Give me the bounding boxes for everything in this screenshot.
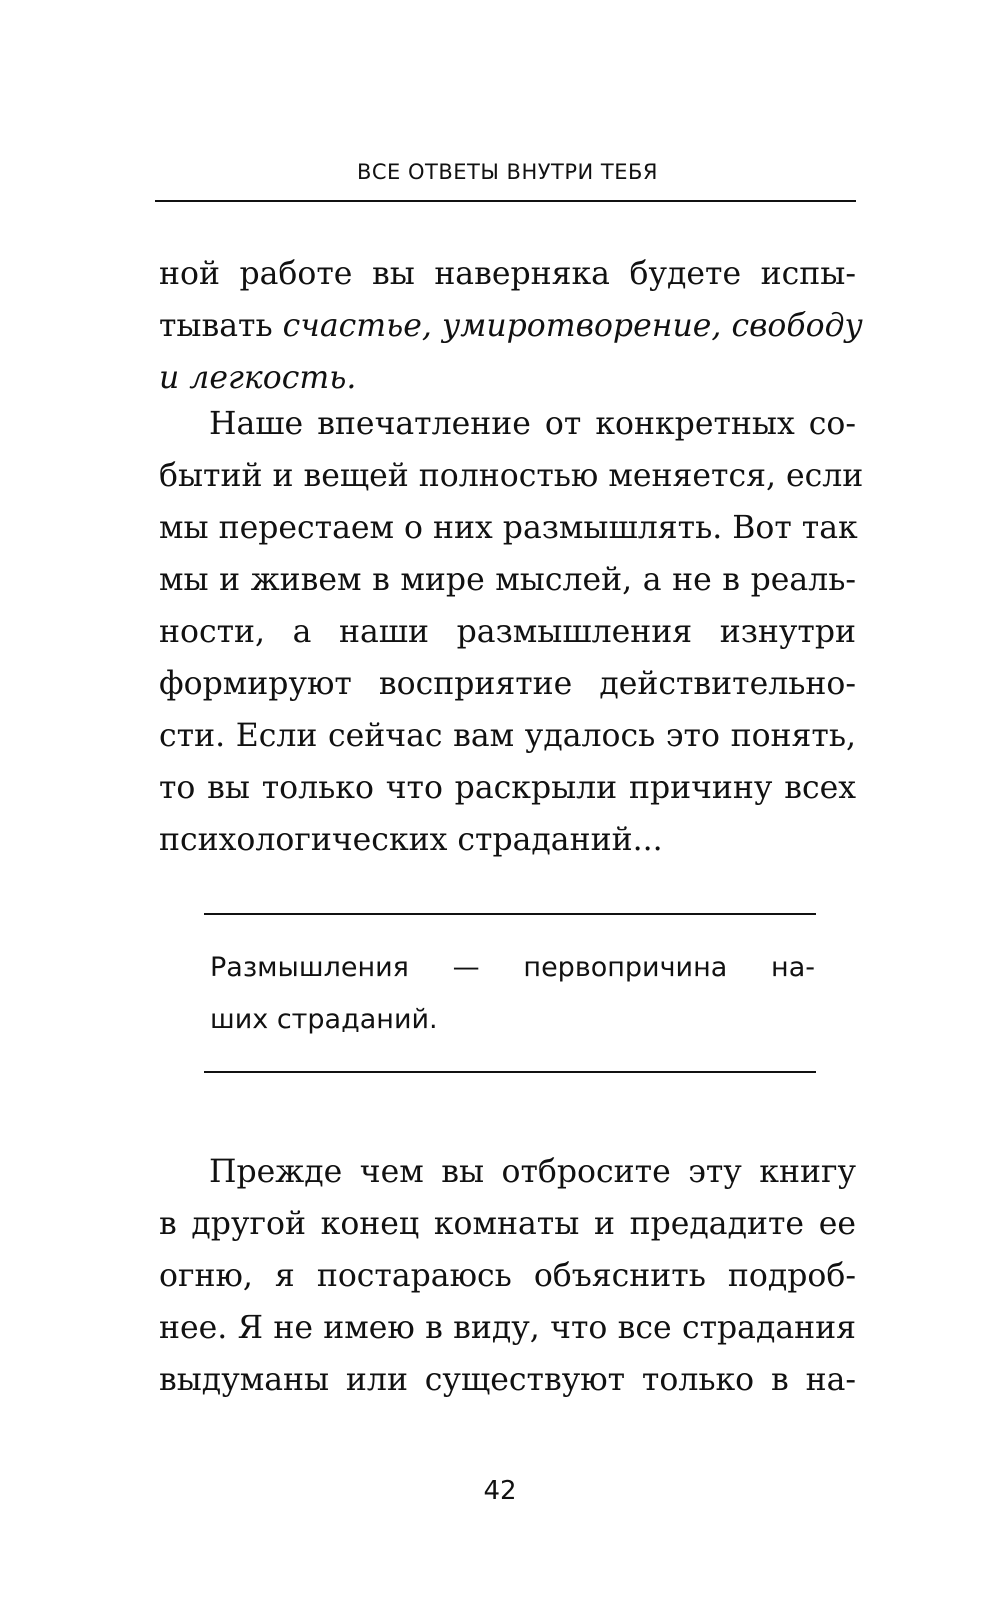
quote-bottom-rule [204,1071,816,1073]
italic-emphasis: счастье, умиротворение, свободу [282,308,863,344]
text-line: ности, а наши размышления изнутри [159,614,856,650]
text-line: сти. Если сейчас вам удалось это понять, [159,718,856,754]
text-line: бытий и вещей полностью меняется, если [159,458,864,494]
running-header: ВСЕ ОТВЕТЫ ВНУТРИ ТЕБЯ [356,160,659,184]
text-fragment: тывать [159,308,283,344]
text-line: психологических страданий... [159,822,663,858]
quote-line: ших страданий. [210,1004,438,1035]
text-line: мы перестаем о них размышлять. Вот так [159,510,858,546]
quote-top-rule [204,913,816,915]
text-line: формируют восприятие действительно- [159,666,856,702]
text-line: ной работе вы наверняка будете испы- [159,256,856,292]
page-number: 42 [483,1476,517,1506]
text-line: Наше впечатление от конкретных со- [209,406,856,442]
pull-quote [210,942,815,1046]
text-line: то вы только что раскрыли причину всех [159,770,856,806]
paragraph-explanation [159,1146,856,1406]
paragraph-continued [159,248,863,404]
header-rule [155,200,856,202]
text-line [159,300,863,352]
text-line: нее. Я не имею в виду, что все страдания [159,1310,856,1346]
text-line: мы и живем в мире мыслей, а не в реаль- [159,562,856,598]
paragraph-reflection [159,398,864,866]
text-line: огню, я постараюсь объяснить подроб- [159,1258,856,1294]
text-line: в другой конец комнаты и предадите ее [159,1206,856,1242]
text-line: выдуманы или существуют только в на- [159,1362,856,1398]
italic-emphasis: и легкость. [159,360,357,396]
text-line: Прежде чем вы отбросите эту книгу [209,1154,856,1190]
quote-line: Размышления — первопричина на- [210,952,815,983]
